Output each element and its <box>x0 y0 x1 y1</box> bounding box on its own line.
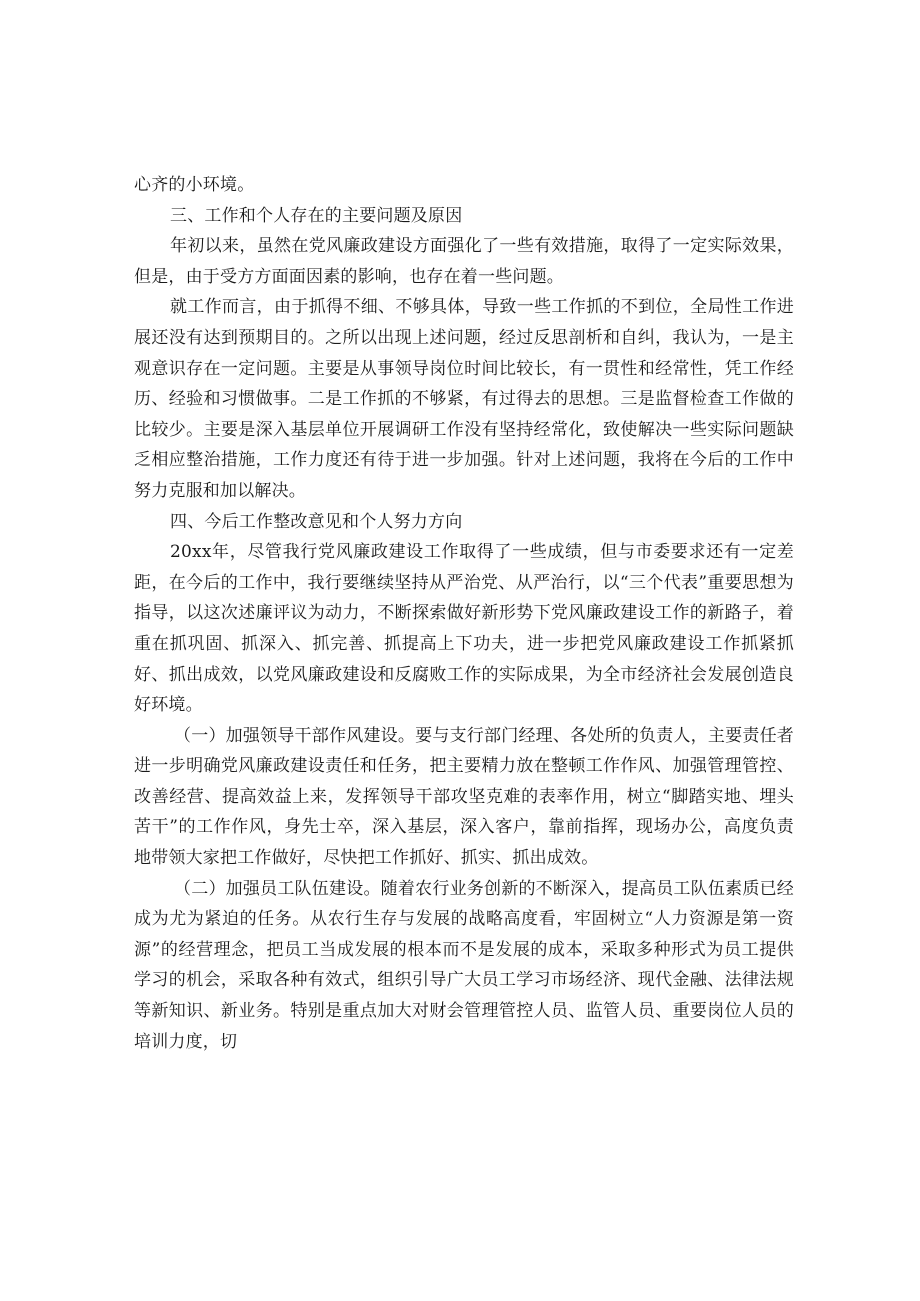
paragraph: （一）加强领导干部作风建设。要与支行部门经理、各处所的负责人，主要责任者进一步明确党风廉政建设责任和任务，把主要精力放在整顿工作作风、加强管理管控、改善经营、提高效益上来，发挥领导干部攻坚克难的表率作用，树立“脚踏实地、埋头苦干”的工作作风，身先士卒，深入基层，深入客户，靠前指挥，现场办公，高度负责地带领大家把工作做好，尽快把工作抓好、抓实、抓出成效。 <box>134 725 794 869</box>
paragraph: 心齐的小环境。 <box>134 175 255 195</box>
section-heading: 三、工作和个人存在的主要问题及原因 <box>170 205 463 226</box>
paragraph: 年初以来，虽然在党风廉政建设方面强化了一些有效措施，取得了一定实际效果，但是，由于受方方面面因素的影响，也存在着一些问题。 <box>134 236 794 287</box>
section-heading: 四、今后工作整改意见和个人努力方向 <box>170 511 463 532</box>
paragraph: （二）加强员工队伍建设。随着农行业务创新的不断深入，提高员工队伍素质已经成为尤为紧迫的任务。从农行生存与发展的战略高度看，牢固树立“人力资源是第一资源”的经营理念，把员工当成发展的根本而不是发展的成本，采取多种形式为员工提供学习的机会，采取各种有效式，组织引导广大员工学习市场经济、现代金融、法律法规等新知识、新业务。特别是重点加大对财会管理管控人员、监管人员、重要岗位人员的培训力度，切 <box>134 878 794 1052</box>
paragraph: 就工作而言，由于抓得不细、不够具体，导致一些工作抓的不到位，全局性工作进展还没有达到预期目的。之所以出现上述问题，经过反思剖析和自纠，我认为，一是主观意识存在一定问题。主要是从事领导岗位时间比较长，有一贯性和经常性，凭工作经历、经验和习惯做事。二是工作抓的不够紧，有过得去的思想。三是监督检查工作做的比较少。主要是深入基层单位开展调研工作没有坚持经常化，致使解决一些实际问题缺乏相应整治措施，工作力度还有待于进一步加强。针对上述问题，我将在今后的工作中努力克服和加以解决。 <box>134 297 794 501</box>
document-page <box>134 170 794 1057</box>
paragraph: 20xx年，尽管我行党风廉政建设工作取得了一些成绩，但与市委要求还有一定差距，在今后的工作中，我行要继续坚持从严治党、从严治行，以“三个代表”重要思想为指导，以这次述廉评议为动力，不断探索做好新形势下党风廉政建设工作的新路子，着重在抓巩固、抓深入、抓完善、抓提高上下功夫，进一步把党风廉政建设工作抓紧抓好、抓出成效，以党风廉政建设和反腐败工作的实际成果，为全市经济社会发展创造良好环境。 <box>134 542 794 716</box>
